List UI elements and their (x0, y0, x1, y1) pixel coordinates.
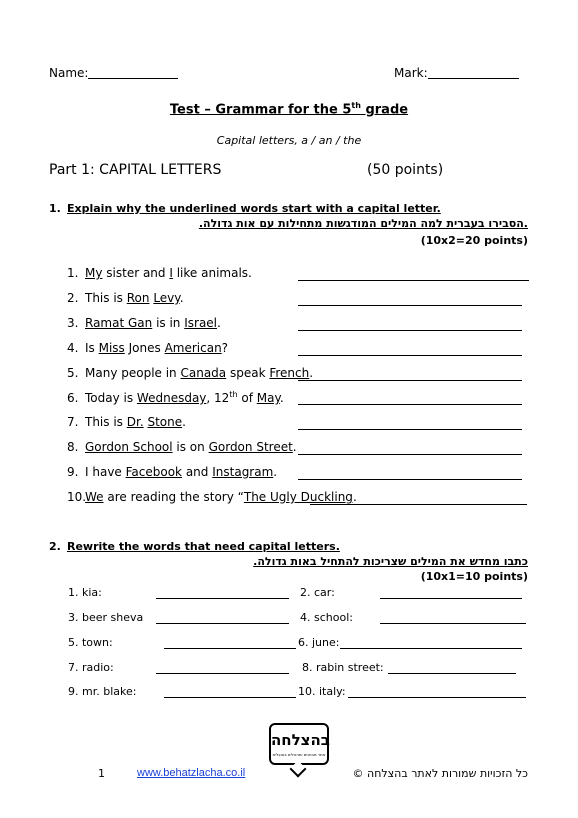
q2-word-right-3: 6. june: (298, 636, 340, 649)
q2-answer-line-right-4[interactable] (388, 673, 516, 674)
q2-word-right-5: 10. italy: (298, 685, 346, 698)
q1-answer-line-10[interactable] (310, 504, 527, 505)
q1-item-number: 4. (67, 341, 79, 355)
underlined-word: Facebook (125, 465, 183, 479)
q1-hebrew-instruction: .הסבירו בעברית למה המילים המודגשות מתחילות עם אות גדולה. (198, 217, 528, 230)
q1-item-number: 5. (67, 366, 79, 380)
sentence-text: . (273, 465, 278, 479)
q1-item-number: 6. (67, 391, 79, 405)
q2-answer-line-right-1[interactable] (380, 598, 522, 599)
q1-answer-line-1[interactable] (298, 280, 529, 281)
q1-item-5 (67, 366, 313, 380)
q2-word-left-1: 1. kia: (68, 586, 102, 599)
part1-points: (50 points) (367, 162, 444, 178)
underlined-word: Israel (184, 316, 218, 330)
sentence-text: sister and (102, 266, 170, 280)
sentence-text: This is (85, 291, 127, 305)
q1-number: 1. (49, 202, 61, 215)
page-subtitle: Capital letters, a / an / the (216, 134, 362, 147)
sentence-text: . (279, 391, 284, 405)
sentence-text: . (182, 415, 186, 429)
q2-answer-line-right-5[interactable] (348, 697, 526, 698)
q1-answer-line-2[interactable] (298, 305, 522, 306)
underlined-word: May (256, 391, 280, 405)
q2-answer-line-left-3[interactable] (164, 648, 296, 649)
q2-word-right-1: 2. car: (300, 586, 335, 599)
q1-item-7 (67, 415, 186, 429)
page-title: Test – Grammar for the 5th grade (169, 101, 409, 118)
underlined-word: Ramat Gan (85, 316, 153, 330)
q1-answer-line-4[interactable] (298, 355, 522, 356)
q2-word-left-2: 3. beer sheva (68, 611, 144, 624)
underlined-word: Gordon Street (208, 440, 293, 454)
underlined-word: The Ugly Duckling (243, 490, 353, 504)
q1-answer-line-8[interactable] (298, 454, 522, 455)
sentence-text: ? (221, 341, 229, 355)
underlined-word: Instagram (212, 465, 274, 479)
q2-points: (10x1=10 points) (420, 570, 528, 583)
q1-item-10 (67, 490, 357, 504)
sentence-text: Jones (124, 341, 165, 355)
sentence-text: I have (85, 465, 126, 479)
sentence-text: . (352, 490, 357, 504)
q2-instruction: Rewrite the words that need capital letters. (67, 540, 340, 553)
q2-answer-line-left-4[interactable] (156, 673, 289, 674)
underlined-word: My (85, 266, 103, 280)
q1-item-number: 8. (67, 440, 79, 454)
q2-answer-line-right-3[interactable] (340, 648, 522, 649)
q1-answer-line-6[interactable] (298, 404, 522, 405)
sentence-text: , 12 (206, 391, 230, 405)
q1-item-number: 3. (67, 316, 79, 330)
underlined-word: American (164, 341, 222, 355)
behatzlacha-logo: בהצלחה אתר מבחנים ותרגולים באנגלית (269, 723, 329, 765)
mark-label: Mark: (394, 66, 428, 80)
q1-item-3 (67, 316, 221, 330)
underlined-word: Dr. (126, 415, 144, 429)
sentence-text: . (309, 366, 314, 380)
name-field[interactable] (88, 78, 178, 79)
underlined-word: Stone (147, 415, 183, 429)
underlined-word: Miss (98, 341, 125, 355)
sentence-text: . (217, 316, 221, 330)
sentence-text: . (292, 440, 297, 454)
q2-hebrew-instruction: כתבו מחדש את המילים שצריכות להתחיל באות גדולה. (253, 555, 528, 568)
underlined-word: Wednesday (136, 391, 207, 405)
sentence-text: Today is (85, 391, 137, 405)
q2-word-right-4: 8. rabin street: (302, 661, 384, 674)
q2-answer-line-left-5[interactable] (164, 697, 296, 698)
underlined-word: I (169, 266, 173, 280)
underlined-word: Gordon School (85, 440, 173, 454)
underlined-word: Canada (180, 366, 227, 380)
q1-item-number: 10. (67, 490, 87, 504)
q1-points: (10x2=20 points) (420, 234, 528, 247)
sentence-text: . (179, 291, 184, 305)
q1-item-4 (67, 341, 228, 355)
q2-word-right-2: 4. school: (300, 611, 353, 624)
q1-item-2 (67, 291, 184, 305)
sentence-text: Many people in (85, 366, 181, 380)
q1-item-number: 1. (67, 266, 79, 280)
q1-item-number: 9. (67, 465, 79, 479)
sentence-text: are reading the story “ (103, 490, 244, 504)
sentence-text: like animals. (172, 266, 252, 280)
q2-number: 2. (49, 540, 61, 553)
q2-word-left-5: 9. mr. blake: (68, 685, 137, 698)
copyright-text: כל הזכויות שמורות לאתר בהצלחה © (352, 767, 528, 780)
name-label: Name: (49, 66, 89, 80)
q2-answer-line-left-2[interactable] (156, 623, 289, 624)
underlined-word: Levy (153, 291, 180, 305)
q2-word-left-4: 7. radio: (68, 661, 114, 674)
q1-item-number: 7. (67, 415, 79, 429)
sentence-text: speak (226, 366, 270, 380)
website-link[interactable]: www.behatzlacha.co.il (137, 767, 246, 779)
q1-instruction: Explain why the underlined words start with a capital letter. (67, 202, 441, 215)
page-number: 1 (98, 767, 105, 780)
sentence-text: is in (152, 316, 185, 330)
q1-item-1 (67, 266, 252, 280)
underlined-word: French (269, 366, 310, 380)
underlined-word: We (85, 490, 104, 504)
part1-title: Part 1: CAPITAL LETTERS (49, 162, 222, 178)
sentence-text: th (229, 390, 238, 399)
q2-word-left-3: 5. town: (68, 636, 113, 649)
q1-item-6 (67, 390, 284, 405)
sentence-text: of (237, 391, 257, 405)
q1-answer-line-7[interactable] (298, 429, 522, 430)
q1-answer-line-3[interactable] (298, 330, 522, 331)
q1-item-8 (67, 440, 297, 454)
underlined-word: Ron (126, 291, 150, 305)
q1-answer-line-9[interactable] (298, 479, 522, 480)
sentence-text: Is (85, 341, 99, 355)
sentence-text: This is (85, 415, 127, 429)
sentence-text: and (182, 465, 213, 479)
q1-item-number: 2. (67, 291, 79, 305)
q1-answer-line-5[interactable] (298, 380, 522, 381)
mark-field[interactable] (428, 78, 519, 79)
q2-answer-line-right-2[interactable] (380, 623, 526, 624)
sentence-text: is on (172, 440, 209, 454)
q1-item-9 (67, 465, 277, 479)
q2-answer-line-left-1[interactable] (156, 598, 289, 599)
